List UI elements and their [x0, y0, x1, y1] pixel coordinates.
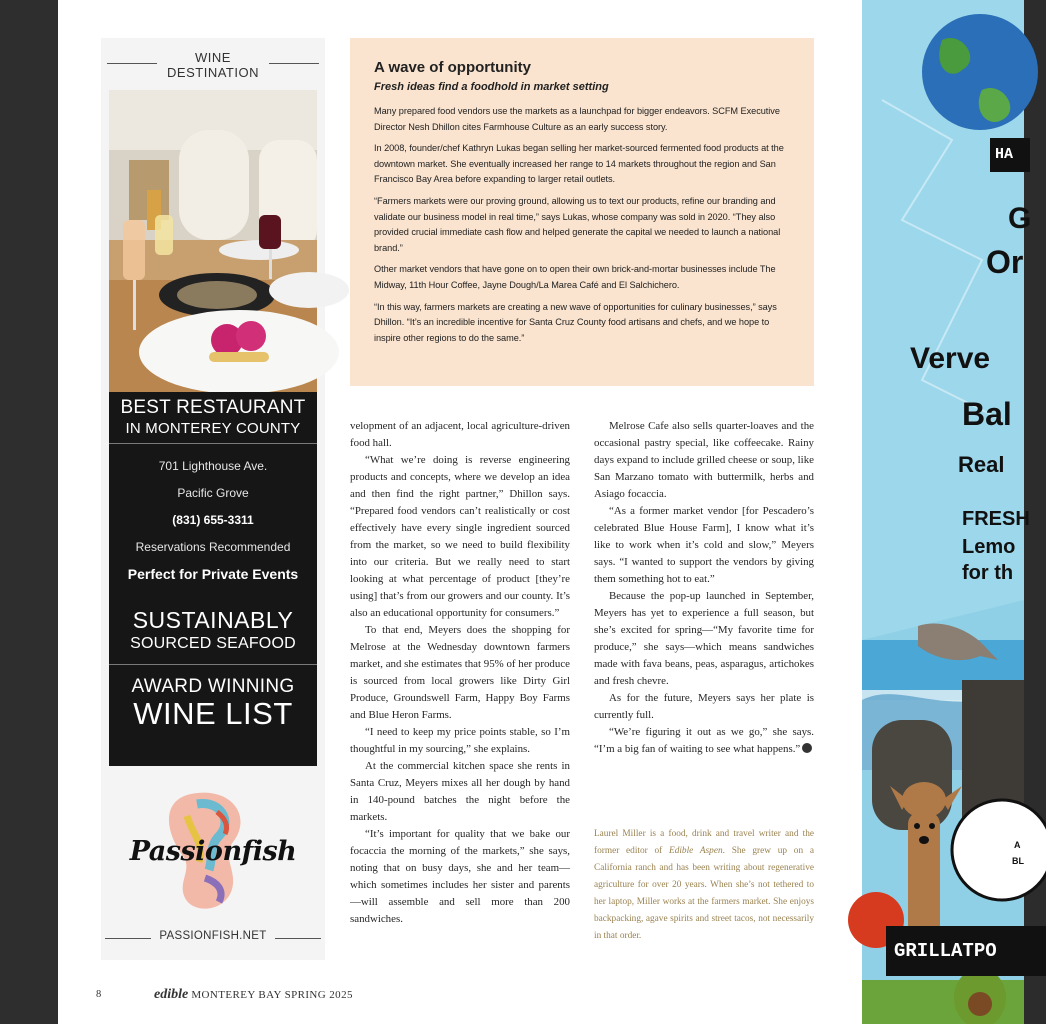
footer-rule-right: [275, 938, 321, 939]
passionfish-logo-text: Passionfish: [129, 836, 297, 867]
bio-text-start: Laurel Miller is a food, drink and travel writer and the former editor of: [594, 829, 814, 856]
body-paragraph: As for the future, Meyers says her plate is currently full.: [594, 692, 814, 721]
facing-line-1: G: [1008, 202, 1032, 235]
facing-line-6: FRESH: [962, 508, 1030, 530]
facing-line-2: Or: [986, 244, 1024, 280]
address-line-2: Pacific Grove: [177, 486, 249, 500]
sidebar-box: [350, 38, 814, 386]
phone-number: (831) 655-3311: [172, 513, 254, 527]
sidebar-subtitle: Fresh ideas find a foodhold in market setting: [374, 81, 609, 93]
body-paragraph: velopment of an adjacent, local agriculture-driven food hall.: [350, 420, 570, 449]
award-winning-text: AWARD WINNING: [131, 676, 295, 697]
body-paragraph: Because the pop-up launched in September, Meyers has yet to experience a full season, but she’s excited for spring—“My favorite time for produce,” she says—which means sandwiches made with fava beans, peas, asparagus, artichokes and fresh chevre.: [594, 590, 814, 687]
best-restaurant-title: BEST RESTAURANT: [120, 397, 306, 418]
header-rule-right: [269, 63, 319, 64]
sidebar-paragraph: Many prepared food vendors use the markets as a launchpad for bigger endeavors. SCFM Executive Director Nesh Dhillon cites Farmhouse Culture as an early success story.: [374, 106, 780, 132]
edible-wordmark: edible: [154, 987, 189, 1002]
body-paragraph: “As a former market vendor [for Pescadero’s celebrated Blue House Farm], I know what it’s like to work when it’s cold and slow,” Meyers says. “I wanted to support the vendors by giving them something hot to eat.”: [594, 505, 814, 585]
issue-name: SPRING 2025: [284, 989, 353, 1001]
passionfish-url[interactable]: PASSIONFISH.NET: [159, 930, 267, 942]
sourced-seafood-text: SOURCED SEAFOOD: [130, 635, 296, 652]
body-paragraph: At the commercial kitchen space she rents in Santa Cruz, Meyers mixes all her dough by hand in 140-pound batches the night before the markets.: [350, 760, 570, 823]
facing-line-3: Verve: [910, 342, 991, 375]
facing-tag: HA: [990, 138, 1030, 172]
divider-2: [109, 664, 317, 665]
facing-line-4: Bal: [962, 396, 1012, 432]
restaurant-photo-illustration: [109, 90, 317, 392]
body-column-1: [350, 418, 570, 928]
sidebar-paragraph: In 2008, founder/chef Kathryn Lukas began selling her market-sourced fermented food products at the downtown market. She eventually increased her range to 14 markets throughout the region and San Francisco Bay Area before expanding to larger retail outlets.: [374, 143, 784, 185]
author-bio: [594, 826, 814, 945]
bio-publication: Edible Aspen: [669, 846, 723, 856]
bubble-text-b: BL: [1012, 856, 1024, 866]
running-footer: [154, 987, 353, 1003]
sidebar-paragraph: “Farmers markets were our proving ground, allowing us to text our products, refine our branding and validate our business model in real time,” says Lukas, whose company was sold in 2020. “They also provided crucial immediate cash flow and helped generate the capital we needed to launch a national brand.”: [374, 195, 781, 253]
grill-banner: GRILLATPO: [886, 926, 1046, 976]
body-paragraph: “It’s important for quality that we bake our focaccia the morning of the markets,” she says, noting that on busy days, she and her team—which sometimes includes her sister and parents—will assemble and sell more than 200 sandwiches.: [350, 828, 570, 925]
end-mark-icon: [802, 743, 812, 753]
body-paragraph: “I need to keep my price points stable, so I’m thoughtful in my sourcing,” she explains.: [350, 726, 570, 755]
header-rule-left: [107, 63, 157, 64]
magazine-page: [58, 0, 862, 1024]
facing-line-7: Lemo: [962, 536, 1016, 558]
sidebar-paragraph: Other market vendors that have gone on to open their own brick-and-mortar businesses include The Midway, 11th Hour Coffee, Jayne Dough/La Marea Café and El Salchichero.: [374, 264, 776, 290]
body-paragraph: To that end, Meyers does the shopping for Melrose at the Wednesday downtown farmers market, and she estimates that 95% of her produce is sourced from local growers like Dirty Girl Produce, Groundswell Farm, Happy Boy Farms and Blue Heron Farms.: [350, 624, 570, 721]
wine-list-text: WINE LIST: [133, 696, 293, 731]
ad-header: [101, 50, 325, 80]
publication-name: MONTEREY BAY: [191, 989, 282, 1001]
body-column-2: [594, 418, 814, 758]
private-events: Perfect for Private Events: [127, 566, 299, 582]
body-paragraph: “What we’re doing is reverse engineering products and concepts, where we develop an idea and then find the right partner,” Dhillon says. “Prepared food vendors can’t realistically or cost effectively have every single ingredient sourced from the market, so we need to build flexibility into our criteria. But we really need to start looking at what percentage of product [they’re using] that’s from our growers and our county. It’s also an educational opportunity for consumers.”: [350, 454, 570, 619]
facing-line-8: for th: [962, 562, 1014, 584]
facing-page-ad: [862, 0, 1032, 1024]
restaurant-photo: [109, 90, 317, 392]
ad-footer: [101, 930, 325, 942]
bio-text-end: . She grew up on a California ranch and has been writing about regenerative agriculture for over 20 years. When she’s not tethered to her laptop, Miller works at the farmers market. She enjoys backpacking, agave spirits and street tacos, not necessarily in that order.: [594, 846, 814, 941]
header-wine: WINE: [195, 50, 231, 65]
passionfish-ad: [101, 38, 325, 960]
address-line-1: 701 Lighthouse Ave.: [158, 459, 268, 473]
bubble-text-a: A: [1014, 840, 1021, 850]
reservations-note: Reservations Recommended: [135, 540, 291, 554]
divider-1: [109, 443, 317, 444]
best-restaurant-subtitle: IN MONTEREY COUNTY: [125, 420, 301, 437]
page-number: 8: [96, 989, 102, 1000]
body-paragraph-last: [594, 724, 814, 758]
ad-black-panel: [109, 392, 317, 766]
footer-rule-left: [105, 938, 151, 939]
body-paragraph: Melrose Cafe also sells quarter-loaves and the occasional pastry special, like coffeecake. Rainy days expand to include grilled cheese or soup, like San Marzano tomato with buttermilk, herbs and Asiago focaccia.: [594, 420, 814, 500]
passionfish-logo: [121, 786, 305, 916]
last-paragraph-text: “We’re figuring it out as we go,” she says. “I’m a big fan of waiting to see what happens.”: [594, 726, 814, 755]
sidebar-title: A wave of opportunity: [374, 59, 531, 76]
left-gutter: [0, 0, 58, 1024]
header-destination: DESTINATION: [167, 65, 259, 80]
facing-line-5: Real: [958, 452, 1005, 477]
sustainably-text: SUSTAINABLY: [132, 607, 294, 633]
sidebar-paragraph: “In this way, farmers markets are creating a new wave of opportunities for culinary businesses,” says Dhillon. “It’s an incredible incentive for Santa Cruz County food artisans and chefs, and we hope to inspire other regions to do the same.”: [374, 301, 777, 343]
